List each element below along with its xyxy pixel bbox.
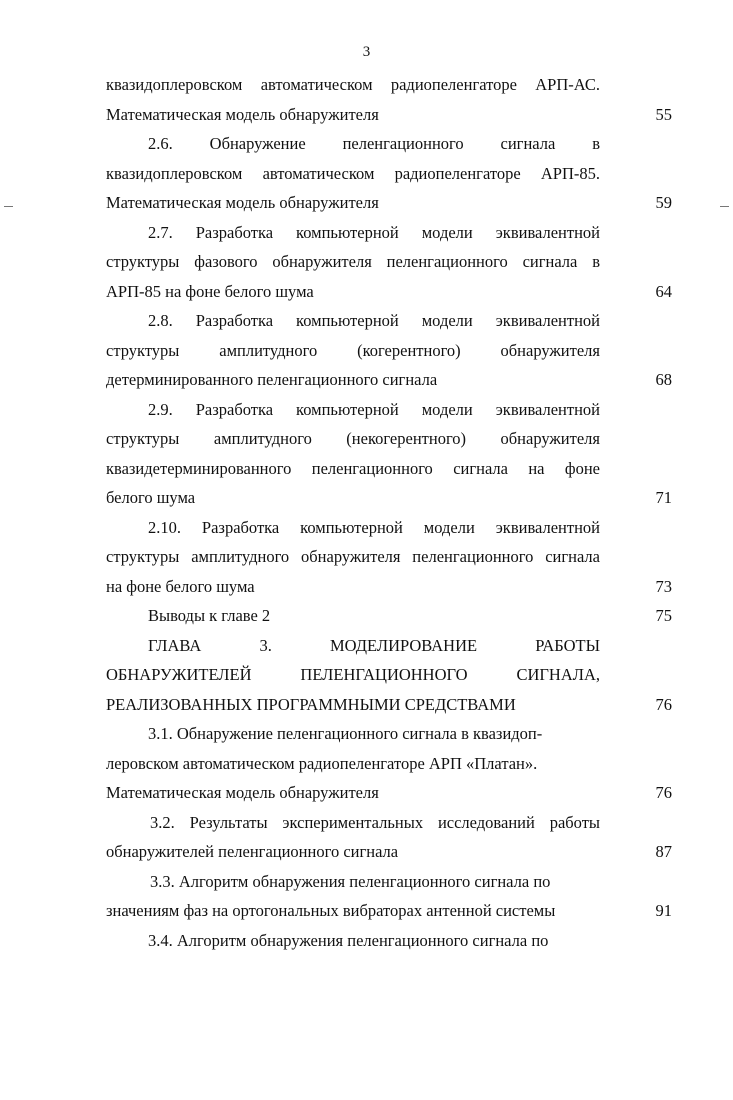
table-of-contents [106, 70, 672, 955]
toc-line [106, 690, 672, 720]
toc-line-text: 2.6. Обнаружение пеленгационного сигнала в [148, 134, 600, 153]
toc-line-text: квазидоплеровском автоматическом радиопеленгаторе АРП-85. [106, 163, 600, 183]
toc-line [106, 926, 672, 956]
toc-line [106, 719, 672, 749]
toc-line-text: АРП-85 на фоне белого шума [106, 281, 314, 301]
toc-line-text: 3.1. Обнаружение пеленгационного сигнала в квазидоп- [148, 724, 543, 743]
toc-page-number: 73 [655, 576, 672, 596]
toc-line [106, 601, 672, 631]
toc-line [106, 395, 672, 425]
toc-line-text: детерминированного пеленгационного сигнала [106, 370, 438, 389]
toc-line [106, 277, 672, 307]
toc-line-text: 2.8. Разработка компьютерной модели эквивалентной [148, 311, 600, 330]
left-margin-mark [4, 206, 13, 207]
toc-line [106, 100, 672, 130]
toc-page-number: 55 [655, 104, 672, 124]
chapter-heading-line: ОБНАРУЖИТЕЛЕЙ ПЕЛЕНГАЦИОННОГО СИГНАЛА, [106, 665, 600, 684]
toc-line [106, 660, 672, 690]
toc-page-number: 75 [655, 606, 672, 625]
toc-line [106, 483, 672, 513]
toc-line [106, 159, 672, 189]
toc-line [106, 837, 672, 867]
toc-line [106, 513, 672, 543]
toc-line-text: квазидетерминированного пеленгационного сигнала на фоне [106, 458, 600, 478]
toc-line [106, 749, 672, 779]
page-number: 3 [362, 44, 371, 60]
toc-line [106, 218, 672, 248]
toc-line-text: значениям фаз на ортогональных вибраторах антенной системы [106, 901, 556, 920]
right-margin-mark [720, 206, 729, 207]
toc-line-text: 3.3. Алгоритм обнаружения пеленгационного сигнала по [150, 871, 551, 891]
toc-line [106, 336, 672, 366]
toc-line-text: 3.4. Алгоритм обнаружения пеленгационного сигнала по [148, 930, 549, 950]
toc-line [106, 867, 672, 897]
toc-page-number: 87 [655, 842, 672, 861]
toc-line [106, 631, 672, 661]
toc-line-text: Математическая модель обнаружителя [106, 193, 379, 212]
toc-line-text: квазидоплеровском автоматическом радиопеленгаторе АРП-АС. [106, 75, 600, 94]
toc-page-number: 71 [655, 488, 672, 507]
toc-page-number: 64 [655, 281, 672, 301]
toc-line [106, 896, 672, 926]
toc-page-number: 76 [655, 694, 672, 714]
toc-line-text: 2.9. Разработка компьютерной модели эквивалентной [148, 399, 600, 419]
toc-line-text: Математическая модель обнаружителя [106, 783, 379, 802]
toc-page-number: 91 [655, 901, 672, 920]
toc-line-text: на фоне белого шума [106, 576, 255, 596]
toc-line-text: структуры амплитудного обнаружителя пеленгационного сигнала [106, 547, 600, 566]
chapter-heading-line: РЕАЛИЗОВАННЫХ ПРОГРАММНЫМИ СРЕДСТВАМИ [106, 694, 516, 714]
toc-page-number: 59 [655, 193, 672, 212]
toc-page-number: 68 [655, 370, 672, 389]
toc-line-text: Выводы к главе 2 [148, 606, 271, 625]
toc-line [106, 188, 672, 218]
toc-line-text: 2.10. Разработка компьютерной модели эквивалентной [148, 517, 600, 537]
toc-line-text: 2.7. Разработка компьютерной модели эквивалентной [148, 222, 600, 242]
toc-line-text: структуры фазового обнаружителя пеленгационного сигнала в [106, 252, 600, 271]
toc-line-text: Математическая модель обнаружителя [106, 104, 379, 124]
chapter-heading-line: ГЛАВА 3. МОДЕЛИРОВАНИЕ РАБОТЫ [148, 635, 600, 655]
toc-line [106, 70, 672, 100]
toc-line-text: белого шума [106, 488, 196, 507]
toc-line-text: 3.2. Результаты экспериментальных исследований работы [150, 812, 600, 832]
toc-line [106, 778, 672, 808]
toc-line-text: обнаружителей пеленгационного сигнала [106, 842, 399, 861]
toc-line [106, 247, 672, 277]
toc-line [106, 306, 672, 336]
toc-line [106, 808, 672, 838]
toc-line-text: структуры амплитудного (некогерентного) обнаружителя [106, 429, 600, 448]
toc-page-number: 76 [655, 783, 672, 802]
toc-line [106, 454, 672, 484]
toc-line-text: структуры амплитудного (когерентного) обнаружителя [106, 340, 600, 360]
toc-line [106, 542, 672, 572]
toc-line-text: леровском автоматическом радиопеленгаторе АРП «Платан». [106, 753, 538, 773]
toc-line [106, 129, 672, 159]
toc-line [106, 424, 672, 454]
toc-line [106, 365, 672, 395]
toc-line [106, 572, 672, 602]
